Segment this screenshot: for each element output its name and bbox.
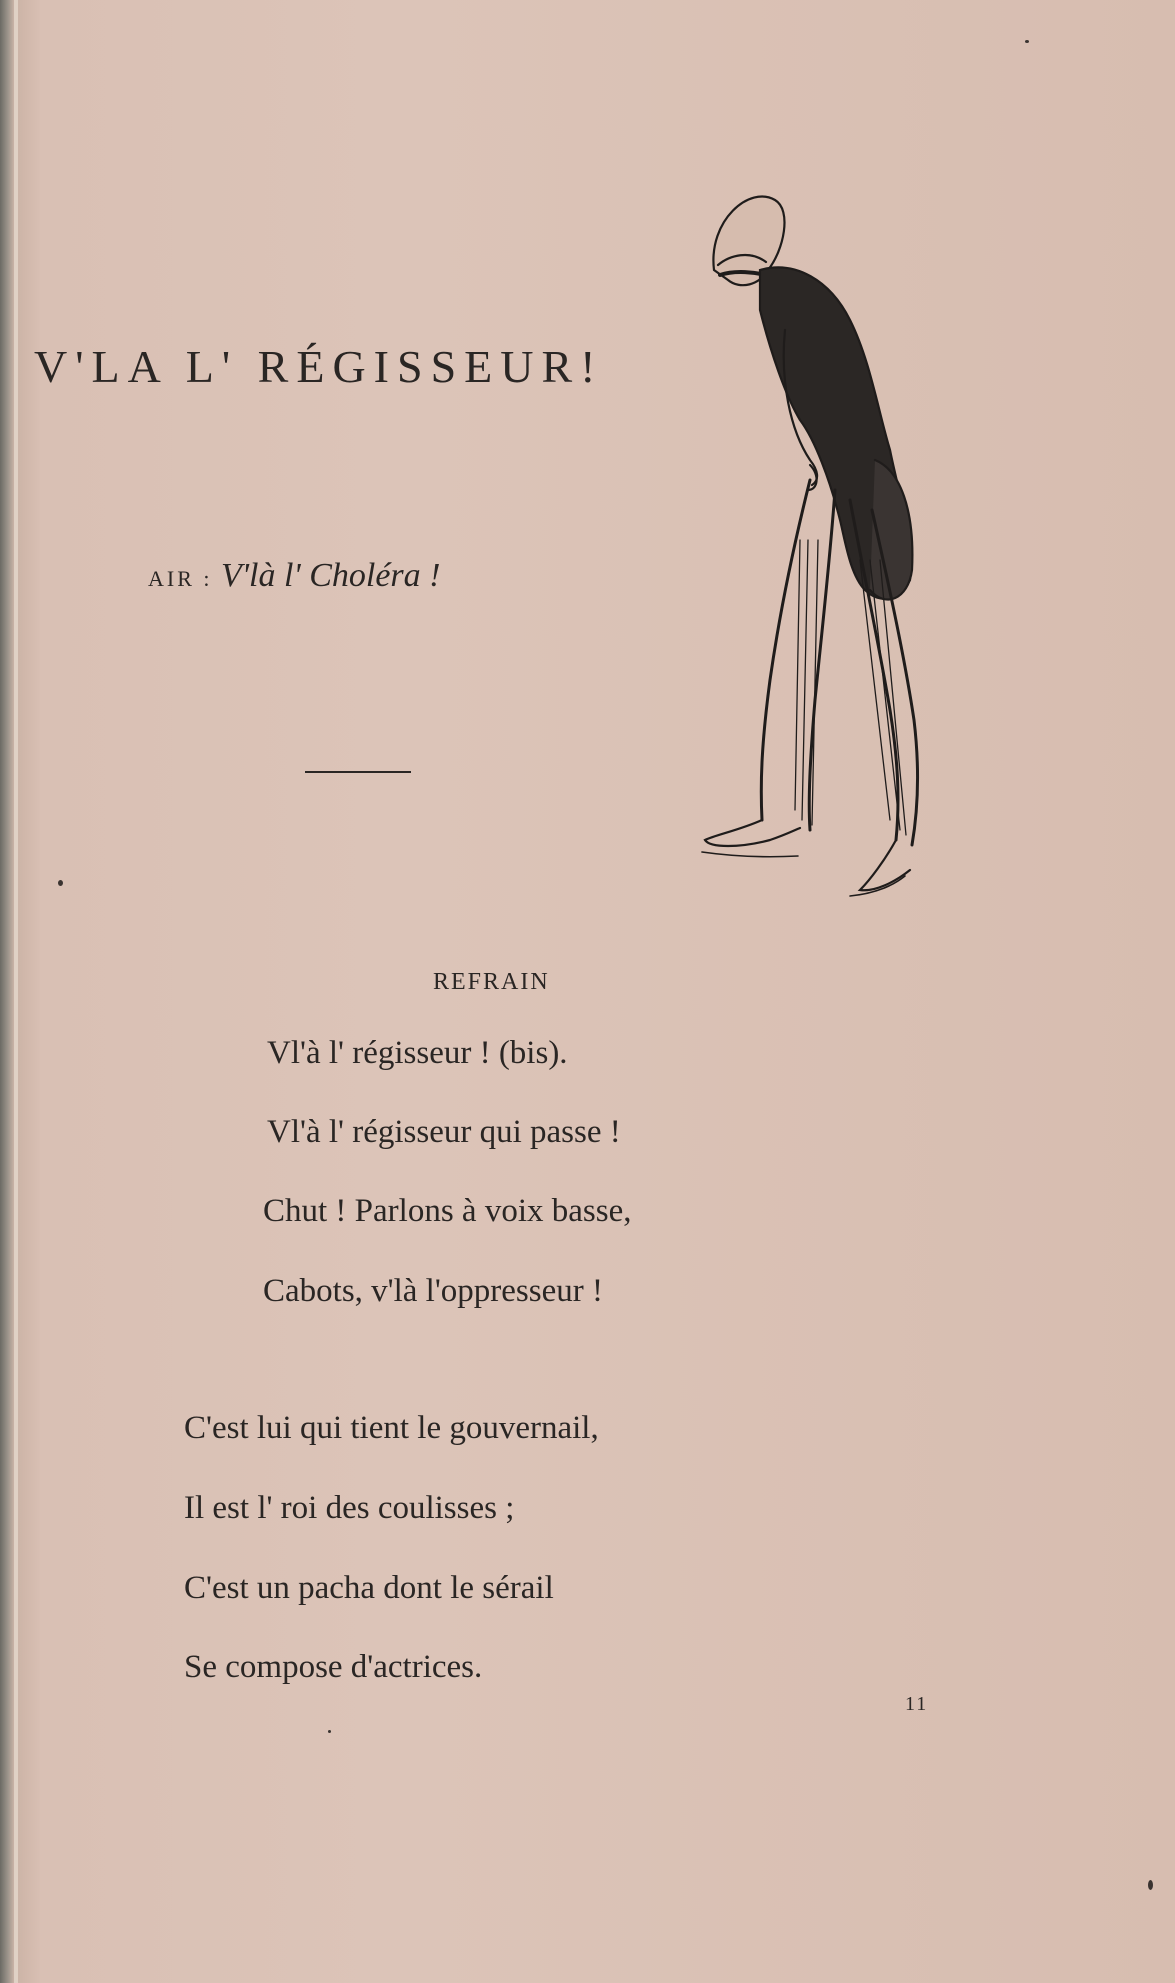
- verse-line: C'est lui qui tient le gouvernail,: [184, 1410, 599, 1446]
- refrain-line: Vl'à l' régisseur qui passe !: [267, 1114, 621, 1150]
- refrain-heading: REFRAIN: [433, 969, 550, 995]
- air-song-name: V'là l' Choléra !: [221, 557, 441, 594]
- refrain-line: Cabots, v'là l'oppresseur !: [263, 1273, 603, 1309]
- verse-line: C'est un pacha dont le sérail: [184, 1570, 554, 1606]
- verse-line: Se compose d'actrices.: [184, 1649, 483, 1685]
- refrain-line: Vl'à l' régisseur ! (bis).: [267, 1035, 568, 1071]
- verse-line: Il est l' roi des coulisses ;: [184, 1490, 515, 1526]
- refrain-line: Chut ! Parlons à voix basse,: [263, 1193, 632, 1229]
- air-label: AIR :: [148, 566, 213, 591]
- air-line: [148, 557, 440, 595]
- page-number: 11: [905, 1693, 929, 1715]
- title-divider-rule: [305, 771, 411, 773]
- binding-highlight: [14, 0, 18, 1983]
- stooped-man-illustration: [700, 180, 1000, 900]
- song-title: V'LA L' RÉGISSEUR!: [34, 341, 604, 392]
- page-binding-edge: [0, 0, 40, 1983]
